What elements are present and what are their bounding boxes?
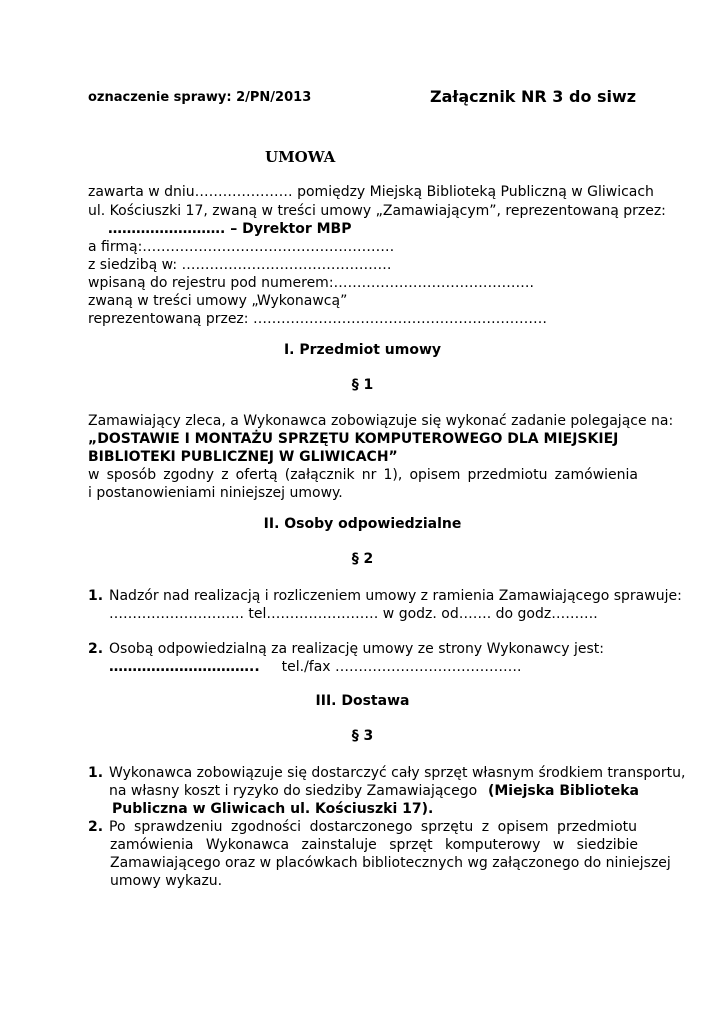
item-text: Osobą odpowiedzialną za realizację umowy ze strony Wykonawcy jest:: [109, 641, 604, 657]
item-text: Wykonawca zobowiązuje się dostarczyć cały sprzęt własnym środkiem transportu,: [109, 765, 686, 781]
section-3-heading: III. Dostawa: [315, 693, 410, 709]
item-text: Nadzór nad realizacją i rozliczeniem umowy z ramienia Zamawiającego sprawuje:: [109, 588, 682, 604]
section-3-item-2-line-2: zamówienia Wykonawca zainstaluje sprzęt komputerowy w siedzibie: [110, 837, 638, 853]
section-1-paragraph: § 1: [351, 377, 374, 393]
section-3-item-1-line-2: [109, 782, 639, 800]
section-2-item-1: [88, 587, 682, 605]
item-number: 1.: [88, 765, 104, 781]
contractor-name-blank: …………………………..: [109, 659, 260, 675]
section-2-heading: II. Osoby odpowiedzialne: [263, 516, 462, 532]
section-2-item-2: [88, 640, 604, 658]
section-3-item-1: [88, 764, 685, 782]
section-2-paragraph: § 2: [351, 551, 374, 567]
section-3-item-2-line-4: umowy wykazu.: [110, 873, 223, 889]
section-1-heading: I. Przedmiot umowy: [283, 342, 442, 358]
section-3-paragraph: § 3: [351, 728, 374, 744]
item-text: na własny koszt i ryzyko do siedziby Zamawiającego: [109, 783, 478, 799]
section-1-subject-1: „DOSTAWIE I MONTAŻU SPRZĘTU KOMPUTEROWEGO DLA MIEJSKIEJ: [88, 431, 619, 447]
section-1-subject-2: BIBLIOTEKI PUBLICZNEJ W GLIWICACH”: [88, 449, 398, 465]
item-number: 2.: [88, 641, 104, 657]
parties-line-1: zawarta w dniu………………… pomiędzy Miejską Biblioteką Publiczną w Gliwicach: [88, 184, 654, 200]
item-number: 2.: [88, 819, 104, 835]
delivery-place: (Miejska Biblioteka: [487, 783, 639, 799]
contractor-tel: tel./fax ………………………………….: [281, 659, 522, 675]
document-title: UMOWA: [265, 148, 336, 166]
section-1-terms-2: i postanowieniami niniejszej umowy.: [88, 485, 343, 501]
section-3-item-2-line-3: Zamawiającego oraz w placówkach bibliotecznych wg załączonego do niniejszej: [110, 855, 671, 871]
parties-line-8: reprezentowaną przez: ………………………………………………………: [88, 311, 547, 327]
section-1-terms-1: w sposób zgodny z ofertą (załącznik nr 1), opisem przedmiotu zamówienia: [88, 467, 638, 483]
section-2-item-1-contact: ……………………….. tel…………………… w godz. od……. do godz……….: [109, 606, 598, 622]
item-number: 1.: [88, 588, 104, 604]
parties-line-4: a firmą:………………………………………………: [88, 239, 395, 255]
case-number: oznaczenie sprawy: 2/PN/2013: [88, 90, 312, 105]
section-3-item-1-line-3: Publiczna w Gliwicach ul. Kościuszki 17).: [112, 801, 434, 817]
parties-line-5: z siedzibą w: ………………………………………: [88, 257, 392, 273]
parties-line-3: ……………………. – Dyrektor MBP: [108, 221, 352, 237]
parties-line-6: wpisaną do rejestru pod numerem:…………………………………….: [88, 275, 534, 291]
section-2-item-2-contact: [109, 658, 522, 676]
section-1-intro: Zamawiający zleca, a Wykonawca zobowiązuje się wykonać zadanie polegające na:: [88, 413, 674, 429]
parties-line-2: ul. Kościuszki 17, zwaną w treści umowy „Zamawiającym”, reprezentowaną przez:: [88, 203, 666, 219]
item-text: Po sprawdzeniu zgodności dostarczonego sprzętu z opisem przedmiotu: [109, 819, 637, 835]
annex-label: Załącznik NR 3 do siwz: [430, 87, 637, 106]
parties-line-7: zwaną w treści umowy „Wykonawcą”: [88, 293, 348, 309]
section-3-item-2: [88, 818, 637, 836]
